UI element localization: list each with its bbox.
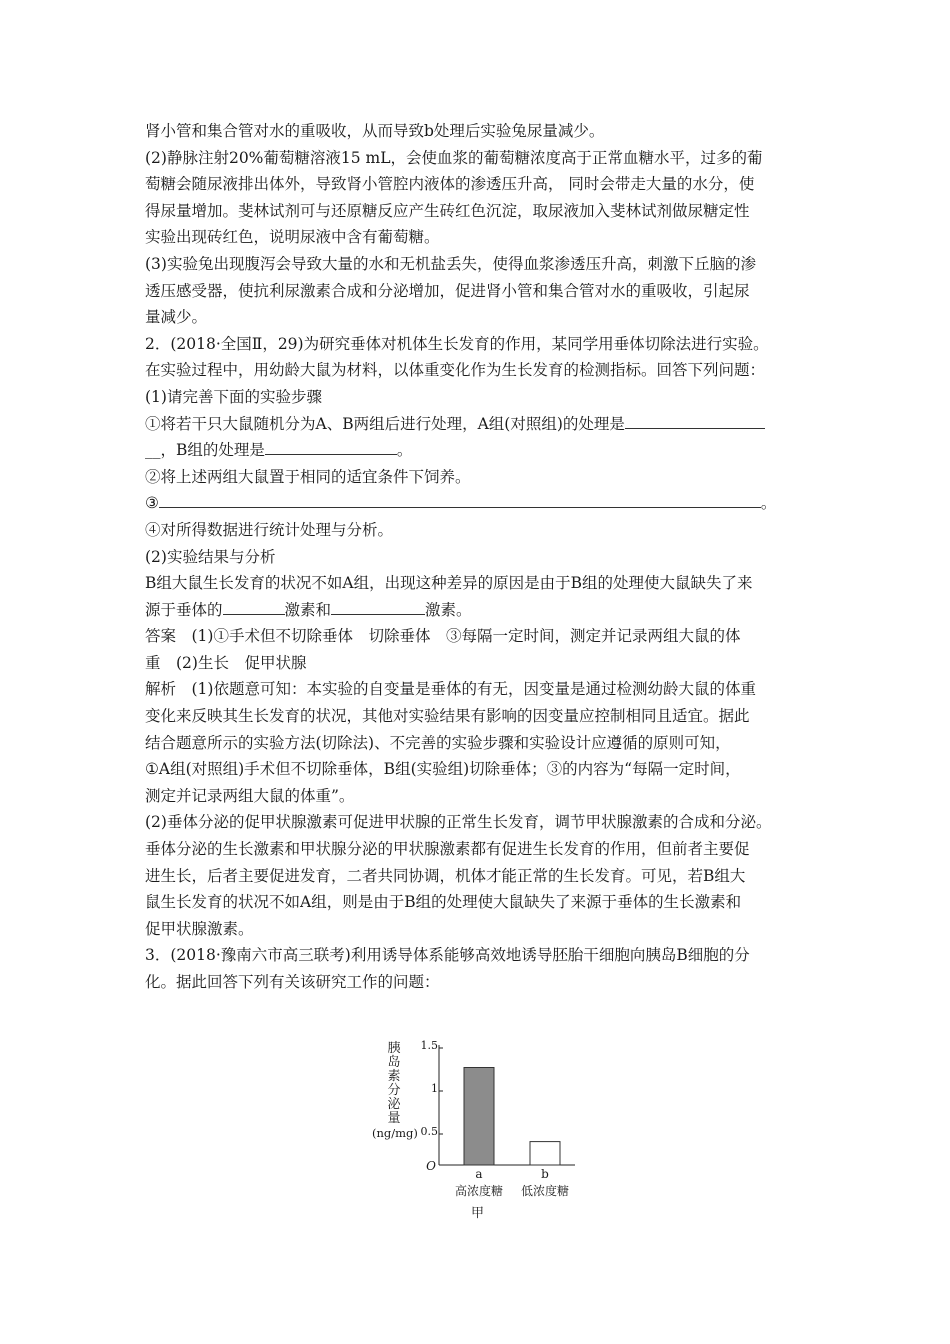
result-line [145,597,815,624]
insulin-bar-chart [360,1040,590,1225]
text-line: (2)垂体分泌的促甲状腺激素可促进甲状腺的正常生长发育，调节甲状腺激素的合成和分泌。 [145,813,772,832]
y-tick-label: 0.5 [420,1125,438,1138]
text-line: 在实验过程中，用幼龄大鼠为材料，以体重变化作为生长发育的检测指标。回答下列问题： [145,361,766,380]
step-1-text: ①将若干只大鼠随机分为A、B两组后进行处理，A组(对照组)的处理是 [145,414,625,433]
figure-label: 甲 [471,1206,485,1221]
answer-blank [625,412,765,429]
step-3 [145,490,815,517]
text-line: 实验出现砖红色，说明尿液中含有葡萄糖。 [145,228,440,247]
answer-line: 答案 (1)①手术但不切除垂体 切除垂体 ③每隔一定时间，测定并记录两组大鼠的体 [145,627,741,646]
y-tick-label: 1.5 [420,1039,438,1052]
step-1-cont [145,437,815,464]
step-3-number: ③ [145,494,159,513]
text-line: 肾小管和集合管对水的重吸收，从而导致b处理后实验兔尿量减少。 [145,122,605,140]
x-category-a: a [475,1167,483,1181]
x-label-low-sugar: 低浓度糖 [520,1184,569,1198]
analysis-line: 解析 (1)依题意可知：本实验的自变量是垂体的有无，因变量是通过检测幼龄大鼠的体重 [145,680,756,699]
text-line: (2)静脉注射20%葡萄糖溶液15 mL，会使血浆的葡萄糖浓度高于正常血糖水平，过多的葡 [145,148,763,167]
result-text-b: 激素和 [284,600,332,619]
text-line: 测定并记录两组大鼠的体重”。 [145,786,355,805]
origin-label: O [426,1159,436,1173]
bar-b [530,1142,560,1165]
step-2: ②将上述两组大鼠置于相同的适宜条件下饲养。 [145,467,471,486]
text-line: 结合题意所示的实验方法(切除法)、不完善的实验步骤和实验设计应遵循的原则可知， [145,733,731,752]
text-line: 垂体分泌的生长激素和甲状腺分泌的甲状腺激素都有促进生长发育的作用，但前者主要促 [145,840,750,859]
step-1-end: 。 [396,441,413,460]
answer-blank [265,438,397,455]
text-line: 化。据此回答下列有关该研究工作的问题： [145,973,440,991]
text-line: ①A组(对照组)手术但不切除垂体，B组(实验组)切除垂体；③的内容为“每隔一定时间， [145,760,741,779]
chart-y-label: 胰岛素分泌量 [387,1041,401,1126]
text-line: 促甲状腺激素。 [145,919,254,938]
bar-a [464,1068,494,1166]
text-line: B组大鼠生长发育的状况不如A组，出现这种差异的原因是由于B组的处理使大鼠缺失了来 [145,574,753,593]
text-line: 变化来反映其生长发育的状况，其他对实验结果有影响的因变量应控制相同且适宜。据此 [145,707,750,726]
step-3-end: 。 [760,494,777,513]
chart-y-unit: (ng/mg) [372,1126,418,1140]
step-1-cont-text: __，B组的处理是 [145,441,265,460]
answer-blank [223,598,285,615]
text-line: 透压感受器，使抗利尿激素合成和分泌增加，促进肾小管和集合管对水的重吸收，引起尿 [145,281,750,300]
text-line: 得尿量增加。斐林试剂可与还原糖反应产生砖红色沉淀，取尿液加入斐林试剂做尿糖定性 [145,201,750,220]
text-line: 萄糖会随尿液排出体外，导致肾小管腔内液体的渗透压升高， 同时会带走大量的水分，使 [145,175,755,194]
document-body [145,118,815,996]
answer-blank [159,491,761,508]
text-line: 量减少。 [145,308,208,327]
x-label-high-sugar: 高浓度糖 [454,1184,503,1198]
question-2-stem: 2．(2018·全国Ⅱ，29)为研究垂体对机体生长发育的作用，某同学用垂体切除法进行实验。 [145,334,769,353]
text-line: 鼠生长发育的状况不如A组，则是由于B组的处理使大鼠缺失了来源于垂体的生长激素和 [145,893,742,912]
text-line: (2)实验结果与分析 [145,547,276,566]
step-1 [145,411,815,438]
result-text-a: 源于垂体的 [145,600,223,619]
step-4: ④对所得数据进行统计处理与分析。 [145,520,394,539]
text-line: (3)实验兔出现腹泻会导致大量的水和无机盐丢失，使得血浆渗透压升高，刺激下丘脑的渗 [145,254,756,273]
y-tick-label: 1 [431,1082,438,1095]
x-category-b: b [541,1167,549,1181]
result-text-c: 激素。 [425,600,472,619]
text-line: 进生长，后者主要促进发育，二者共同协调，机体才能正常的生长发育。可见，若B组大 [145,866,746,885]
answer-line: 重 (2)生长 促甲状腺 [145,653,307,672]
text-line: (1)请完善下面的实验步骤 [145,387,322,406]
answer-blank [331,598,425,615]
question-3-stem: 3．(2018·豫南六市高三联考)利用诱导体系能够高效地诱导胚胎干细胞向胰岛B细胞的分 [145,946,750,965]
